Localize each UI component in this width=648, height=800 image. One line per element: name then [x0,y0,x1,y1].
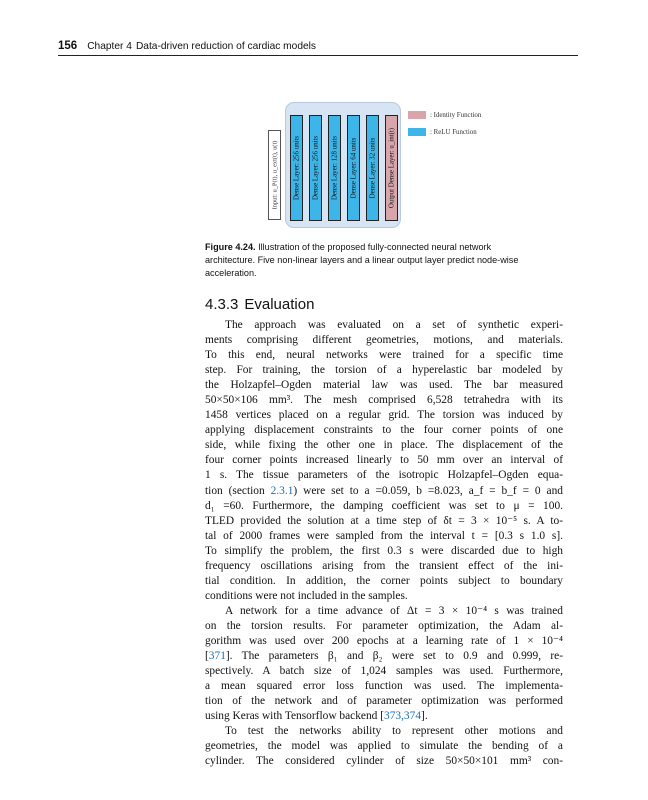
legend-identity-label: : Identity Function [430,111,482,119]
body-line: 50×50×106 mm³. The mesh comprised 6,528 tetrahedra with its [205,394,563,407]
body-line: four corner points increased linearly to 50 mm over an interval of [205,454,563,467]
legend-identity [408,108,481,122]
caption-line-2: architecture. Five non-linear layers and a linear output layer predict node-wise [205,255,519,265]
dense-layer-4 [347,115,360,221]
caption-label: Figure 4.24. [205,242,256,252]
body-line: To simplify the problem, the first 0.3 s were discarded due to high [205,544,563,557]
body-line: To test the networks ability to represent other motions and [225,725,563,738]
body-line: To this end, neural networks were trained for a specific time [205,349,563,362]
figure-legend [408,108,481,142]
body-line: step. For training, the torsion of a hyperelastic bar modeled by [205,364,563,377]
dense-layer-5-label: Dense Layer: 32 units [369,137,376,199]
layer-group-box [285,102,401,228]
legend-relu [408,125,481,139]
dense-layer-2 [309,115,322,221]
dense-layer-1-label: Dense Layer: 256 units [293,135,300,201]
body-line: the Holzapfel–Ogden material law was used. The bar measured [205,379,563,392]
body-line: a mean squared error loss function was used. The implementa- [205,680,563,693]
body-line-citation: using Keras with Tensorflow backend [373,374]. [205,710,428,723]
body-line: geometries, the model was applied to simulate the bending of a [205,740,563,753]
body-line: A network for a time advance of Δt = 3 × 10⁻⁴ s was trained [225,604,563,617]
output-layer-label: Output Dense Layer: u_int(t) [388,127,395,209]
dense-layer-4-label: Dense Layer: 64 units [350,137,357,199]
section-heading [205,296,314,313]
section-number: 4.3.3 [205,296,239,313]
body-line: tal of 2000 frames were sampled from the interval t = [0.3 s 1.0 s]. [205,529,563,542]
caption-line-1: Illustration of the proposed fully-connected neural network [258,242,492,252]
legend-relu-label: : ReLU Function [430,128,477,136]
output-layer [385,115,398,221]
chapter-number: Chapter 4 [87,41,132,52]
header-rule [58,55,578,56]
running-head [58,40,578,52]
body-line: 1458 vertices placed on a regular grid. The torsion was induced by [205,409,563,422]
body-line: 1 s. The tissue parameters of the isotropic Holzapfel–Ogden equa- [205,469,563,482]
input-label: Input: u_P(t), u_ext(t), u(t) [271,140,278,210]
body-line-citation: [371]. The parameters β₁ and β₂ were set to 0.9 and 0.999, re- [205,650,563,663]
figure-caption [205,241,535,280]
body-line: frequency oscillations arising from the transient effect of the ini- [205,559,563,572]
dense-layer-3-label: Dense Layer: 128 units [331,135,338,201]
body-line: applying displacement constraints to the four corner points of one [205,424,563,437]
network-architecture-figure [268,100,518,228]
chapter-title: Data-driven reduction of cardiac models [135,41,317,52]
body-text [205,318,563,769]
dense-layer-2-label: Dense Layer: 256 units [312,135,319,201]
body-line: gorithm was used over 200 epochs at a learning rate of 1 × 10⁻⁴ [205,634,563,647]
dense-layer-5 [366,115,379,221]
body-line: spectively. A batch size of 1,024 samples was used. Furthermore, [205,665,563,678]
body-line: TLED provided the solution at a time step of δt = 3 × 10⁻⁵ s. A to- [205,514,563,527]
body-line: ments comprising different geometries, motions, and materials. [205,334,563,347]
body-line: tion of the network and of parameter optimization was performed [205,695,563,708]
caption-line-3: acceleration. [205,268,257,278]
body-line: The approach was evaluated on a set of synthetic experi- [225,319,563,331]
body-line: d₁ =60. Furthermore, the damping coefficient was set to μ = 100. [205,499,563,512]
input-layer-box [268,130,281,220]
identity-swatch [408,111,426,119]
page-number: 156 [58,40,78,52]
body-line: cylinder. The considered cylinder of size 50×50×101 mm³ con- [205,755,563,768]
dense-layer-1 [290,115,303,221]
relu-swatch [408,128,426,136]
body-line: on the torsion results. For parameter optimization, the Adam al- [205,619,563,632]
body-line: conditions were not included in the samples. [205,589,408,602]
dense-layer-3 [328,115,341,221]
body-line: side, while fixing the other one in place. The displacement of the [205,439,563,452]
body-line-section-ref: tion (section 2.3.1) were set to a =0.059, b =8.023, a_f = b_f = 0 and [205,484,563,497]
body-line: tial condition. In addition, the corner points subject to boundary [205,574,563,587]
section-title: Evaluation [244,296,315,313]
